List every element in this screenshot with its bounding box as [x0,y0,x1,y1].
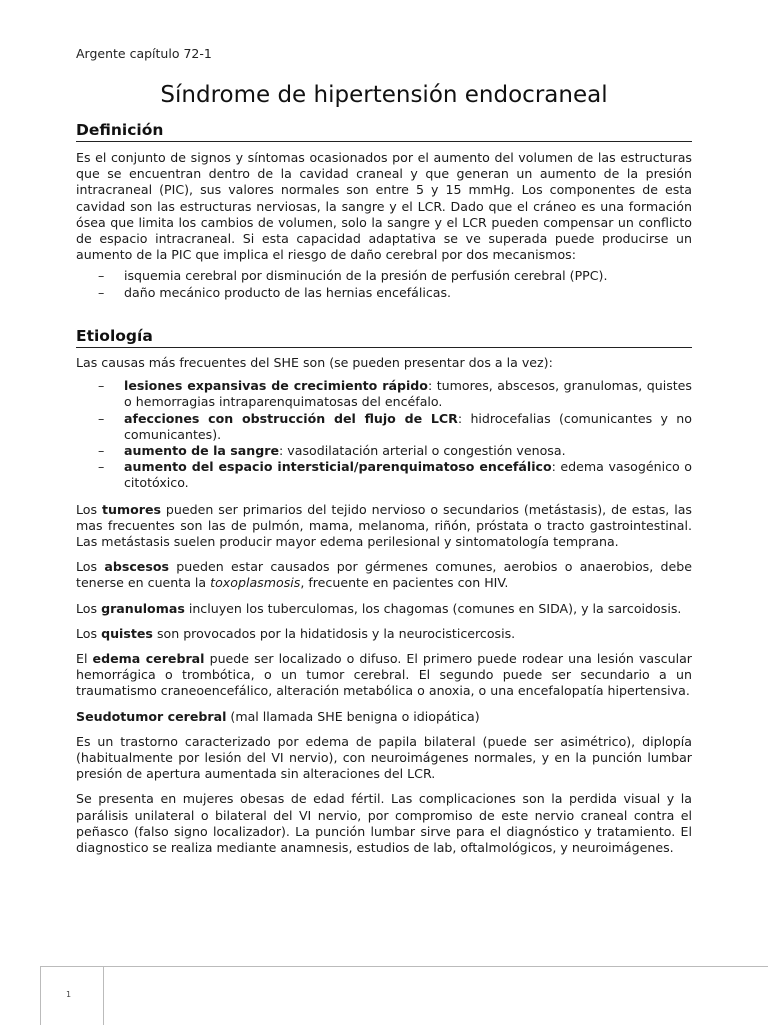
list-item: – aumento del espacio intersticial/parenquimatoso encefálico: edema vasogénico o citotóxico. [98,459,692,491]
seudotumor-paragraph-1: Es un trastorno caracterizado por edema de papila bilateral (puede ser asimétrico), diplopía (habitualmente por lesión del VI nervio), con neuroimágenes normales, y en la punción lumbar presión de apertura aumentada sin alteraciones del LCR. [76,733,692,782]
footer-page-tab [40,966,104,1025]
section-heading-definicion: Definición [76,120,692,142]
granulomas-paragraph: Los granulomas incluyen los tuberculomas, los chagomas (comunes en SIDA), y la sarcoidosis. [76,600,682,616]
etiologia-list [76,378,692,491]
list-item: – aumento de la sangre: vasodilatación arterial o congestión venosa. [98,443,566,459]
list-item: – daño mecánico producto de las hernias encefálicas. [98,284,452,300]
list-item: – afecciones con obstrucción del flujo de LCR: hidrocefalias (comunicantes y no comunicantes). [98,410,692,442]
seudotumor-heading: Seudotumor cerebral (mal llamada SHE benigna o idiopática) [76,708,480,724]
document-title: Síndrome de hipertensión endocraneal [160,82,608,108]
tumores-paragraph: Los tumores pueden ser primarios del tejido nervioso o secundarios (metástasis), de estas, las mas frecuentes son las de pulmón, mama, melanoma, riñón, próstata o tracto gastrointestinal. Las metástasis suelen producir mayor edema perilesional y sintomatología temprana. [76,501,692,550]
page-number: 1 [66,990,72,999]
section-heading-etiologia: Etiología [76,326,692,348]
definicion-section [76,150,692,301]
definicion-list [76,268,692,300]
definicion-paragraph: Es el conjunto de signos y síntomas ocasionados por el aumento del volumen de las estructuras que se encuentran dentro de la cavidad craneal y que generan un aumento de la presión intracraneal (PIC), sus valores normales son entre 5 y 15 mmHg. Los componentes de esta cavidad son las estructuras nerviosas, la sangre y el LCR. Dado que el cráneo es una formación ósea que limita los cambios de volumen, solo la sangre y el LCR pueden compensar un conflicto de espacio intracraneal. Si esta capacidad adaptativa se ve superada puede producirse un aumento de la PIC que implica el riesgo de daño cerebral por dos mecanismos: [76,150,692,263]
running-header: Argente capítulo 72-1 [76,46,212,61]
list-item: – lesiones expansivas de crecimiento rápido: tumores, abscesos, granulomas, quistes o hemorragias intraparenquimatosas del encéfalo. [98,378,692,410]
list-item: – isquemia cerebral por disminución de la presión de perfusión cerebral (PPC). [98,268,608,284]
seudotumor-paragraph-2: Se presenta en mujeres obesas de edad fértil. Las complicaciones son la perdida visual y la parálisis unilateral o bilateral del VI nervio, por compromiso de este nervio craneal contra el peñasco (falso signo localizador). La punción lumbar sirve para el diagnóstico y tratamiento. El diagnostico se realiza mediante anamnesis, estudios de lab, oftalmológicos, y neuroimágenes. [76,791,692,856]
abscesos-paragraph: Los abscesos pueden estar causados por gérmenes comunes, aerobios o anaerobios, debe tenerse en cuenta la toxoplasmosis, frecuente en pacientes con HIV. [76,559,692,591]
footer-rule [102,966,768,967]
etiologia-intro: Las causas más frecuentes del SHE son (se pueden presentar dos a la vez): [76,355,553,370]
quistes-paragraph: Los quistes son provocados por la hidatidosis y la neurocisticercosis. [76,625,516,641]
etiologia-section [76,355,692,856]
edema-paragraph: El edema cerebral puede ser localizado o difuso. El primero puede rodear una lesión vascular hemorrágica o trombótica, o un tumor cerebral. El segundo puede ser secundario a un traumatismo craneoencefálico, alteración metabólica o anoxia, o una encefalopatía hipertensiva. [76,651,692,699]
